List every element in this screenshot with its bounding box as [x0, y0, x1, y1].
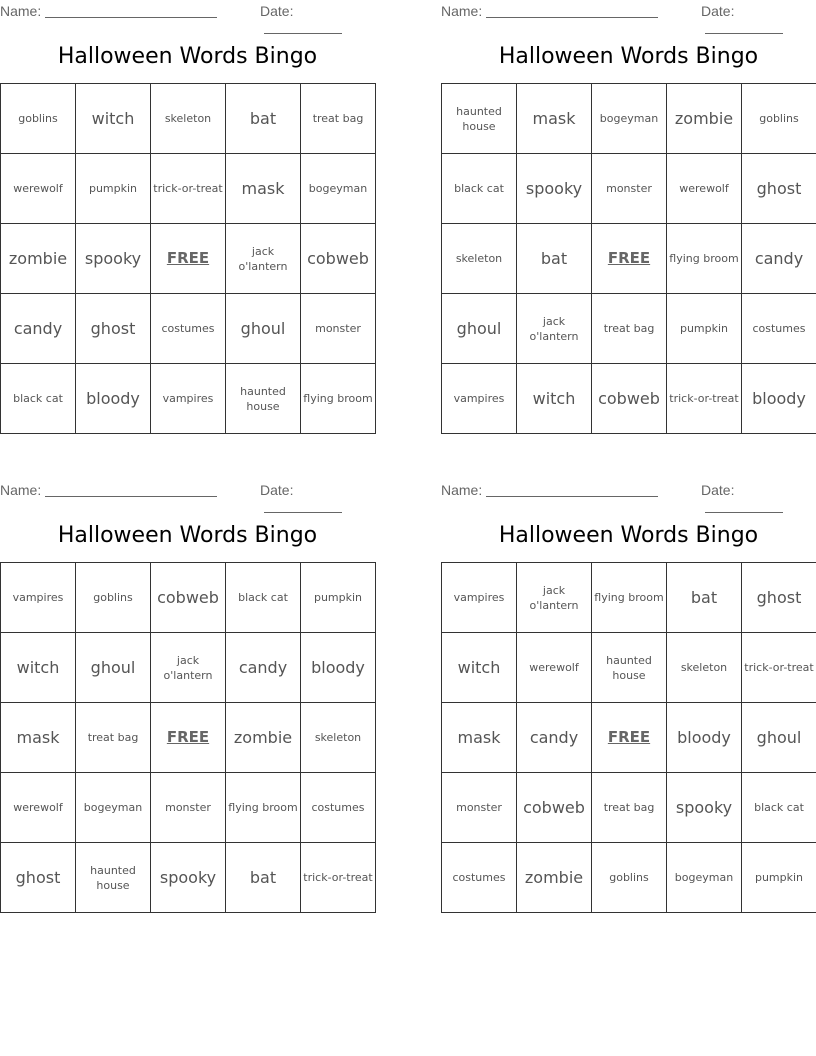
bingo-cell: monster — [301, 294, 376, 364]
bingo-cell: witch — [517, 364, 592, 434]
bingo-cell: cobweb — [592, 364, 667, 434]
bingo-cell: black cat — [442, 154, 517, 224]
bingo-cell: ghost — [1, 843, 76, 913]
bingo-cell: mask — [442, 703, 517, 773]
bingo-cell: trick-or-treat — [667, 364, 742, 434]
bingo-cell: witch — [76, 84, 151, 154]
bingo-cell: zombie — [667, 84, 742, 154]
bingo-cell: zombie — [517, 843, 592, 913]
bingo-cell: cobweb — [517, 773, 592, 843]
free-space: FREE — [592, 703, 667, 773]
date-label: Date: — [260, 482, 294, 498]
card-header-fields — [0, 479, 375, 501]
date-field — [701, 482, 816, 514]
bingo-cell: monster — [151, 773, 226, 843]
bingo-cell: mask — [226, 154, 301, 224]
bingo-cell: werewolf — [1, 773, 76, 843]
bingo-cell: bogeyman — [592, 84, 667, 154]
name-label: Name: — [0, 482, 42, 498]
bingo-cell: ghost — [76, 294, 151, 364]
free-space: FREE — [151, 703, 226, 773]
bingo-cell: spooky — [151, 843, 226, 913]
bingo-cell: treat bag — [592, 294, 667, 364]
bingo-cell: werewolf — [517, 633, 592, 703]
bingo-cell: flying broom — [226, 773, 301, 843]
date-label: Date: — [701, 3, 735, 19]
name-label: Name: — [441, 482, 483, 498]
bingo-cell: monster — [592, 154, 667, 224]
bingo-cell: ghoul — [226, 294, 301, 364]
bingo-cell: bloody — [742, 364, 816, 434]
name-label: Name: — [0, 3, 42, 19]
bingo-cell: ghoul — [742, 703, 816, 773]
bingo-cell: candy — [1, 294, 76, 364]
free-space: FREE — [151, 224, 226, 294]
bingo-cell: bogeyman — [76, 773, 151, 843]
bingo-cell: treat bag — [592, 773, 667, 843]
name-field — [441, 482, 658, 498]
bingo-cell: costumes — [442, 843, 517, 913]
name-line — [486, 496, 658, 497]
bingo-cell: witch — [1, 633, 76, 703]
free-space: FREE — [592, 224, 667, 294]
card-title: Halloween Words Bingo — [498, 44, 759, 69]
bingo-cell: costumes — [151, 294, 226, 364]
card-title: Halloween Words Bingo — [57, 44, 318, 69]
bingo-cell: bat — [226, 84, 301, 154]
bingo-cell: haunted house — [592, 633, 667, 703]
bingo-cell: pumpkin — [76, 154, 151, 224]
bingo-cell: haunted house — [226, 364, 301, 434]
bingo-cell: goblins — [1, 84, 76, 154]
bingo-cell: goblins — [742, 84, 816, 154]
bingo-cell: black cat — [742, 773, 816, 843]
bingo-cell: flying broom — [667, 224, 742, 294]
bingo-cell: black cat — [226, 563, 301, 633]
bingo-card — [0, 0, 375, 413]
bingo-cell: mask — [517, 84, 592, 154]
bingo-cell: spooky — [76, 224, 151, 294]
bingo-card — [441, 479, 816, 887]
bingo-cell: pumpkin — [301, 563, 376, 633]
bingo-cell: werewolf — [1, 154, 76, 224]
date-field — [260, 482, 375, 514]
bingo-cell: bloody — [301, 633, 376, 703]
name-line — [45, 17, 217, 18]
bingo-cell: flying broom — [301, 364, 376, 434]
bingo-cell: spooky — [667, 773, 742, 843]
bingo-cell: pumpkin — [667, 294, 742, 364]
bingo-cell: haunted house — [76, 843, 151, 913]
bingo-cell: pumpkin — [742, 843, 816, 913]
bingo-cell: costumes — [301, 773, 376, 843]
bingo-card — [441, 0, 816, 408]
bingo-cell: skeleton — [151, 84, 226, 154]
bingo-cell: bloody — [667, 703, 742, 773]
bingo-cell: bogeyman — [301, 154, 376, 224]
bingo-cell: trick-or-treat — [151, 154, 226, 224]
bingo-grid — [0, 562, 376, 913]
bingo-cell: goblins — [592, 843, 667, 913]
date-line — [264, 512, 342, 513]
name-line — [486, 17, 658, 18]
bingo-cell: candy — [517, 703, 592, 773]
bingo-cell: bloody — [76, 364, 151, 434]
bingo-cell: ghoul — [442, 294, 517, 364]
date-label: Date: — [260, 3, 294, 19]
name-label: Name: — [441, 3, 483, 19]
date-label: Date: — [701, 482, 735, 498]
date-line — [705, 33, 783, 34]
bingo-cell: black cat — [1, 364, 76, 434]
bingo-cell: goblins — [76, 563, 151, 633]
bingo-cell: skeleton — [442, 224, 517, 294]
date-field — [260, 3, 375, 35]
bingo-card — [0, 479, 375, 892]
date-line — [264, 33, 342, 34]
bingo-cell: zombie — [226, 703, 301, 773]
bingo-cell: costumes — [742, 294, 816, 364]
card-header-fields — [441, 0, 816, 22]
bingo-cell: ghoul — [76, 633, 151, 703]
bingo-cell: haunted house — [442, 84, 517, 154]
card-title: Halloween Words Bingo — [498, 523, 759, 548]
bingo-cell: werewolf — [667, 154, 742, 224]
bingo-cell: bat — [667, 563, 742, 633]
card-title: Halloween Words Bingo — [57, 523, 318, 548]
card-header-fields — [441, 479, 816, 501]
bingo-grid — [441, 83, 816, 434]
bingo-cell: mask — [1, 703, 76, 773]
bingo-grid — [0, 83, 376, 434]
bingo-cell: jack o'lantern — [151, 633, 226, 703]
date-field — [701, 3, 816, 35]
bingo-cell: candy — [742, 224, 816, 294]
bingo-cell: ghost — [742, 563, 816, 633]
bingo-cell: spooky — [517, 154, 592, 224]
bingo-cell: zombie — [1, 224, 76, 294]
bingo-cell: vampires — [442, 563, 517, 633]
bingo-cell: jack o'lantern — [517, 294, 592, 364]
bingo-cell: trick-or-treat — [301, 843, 376, 913]
bingo-cell: treat bag — [301, 84, 376, 154]
bingo-cell: candy — [226, 633, 301, 703]
name-field — [0, 482, 217, 498]
bingo-cell: witch — [442, 633, 517, 703]
bingo-cell: jack o'lantern — [226, 224, 301, 294]
bingo-cell: cobweb — [301, 224, 376, 294]
bingo-cell: treat bag — [76, 703, 151, 773]
bingo-cell: jack o'lantern — [517, 563, 592, 633]
date-line — [705, 512, 783, 513]
bingo-cell: vampires — [1, 563, 76, 633]
bingo-cell: skeleton — [667, 633, 742, 703]
bingo-cell: bogeyman — [667, 843, 742, 913]
bingo-cell: bat — [517, 224, 592, 294]
bingo-cell: monster — [442, 773, 517, 843]
name-line — [45, 496, 217, 497]
bingo-cell: flying broom — [592, 563, 667, 633]
bingo-cell: vampires — [151, 364, 226, 434]
bingo-cell: skeleton — [301, 703, 376, 773]
bingo-cell: ghost — [742, 154, 816, 224]
bingo-cell: cobweb — [151, 563, 226, 633]
bingo-cell: trick-or-treat — [742, 633, 816, 703]
bingo-grid — [441, 562, 816, 913]
card-header-fields — [0, 0, 375, 22]
bingo-cell: bat — [226, 843, 301, 913]
bingo-cell: vampires — [442, 364, 517, 434]
name-field — [441, 3, 658, 19]
name-field — [0, 3, 217, 19]
